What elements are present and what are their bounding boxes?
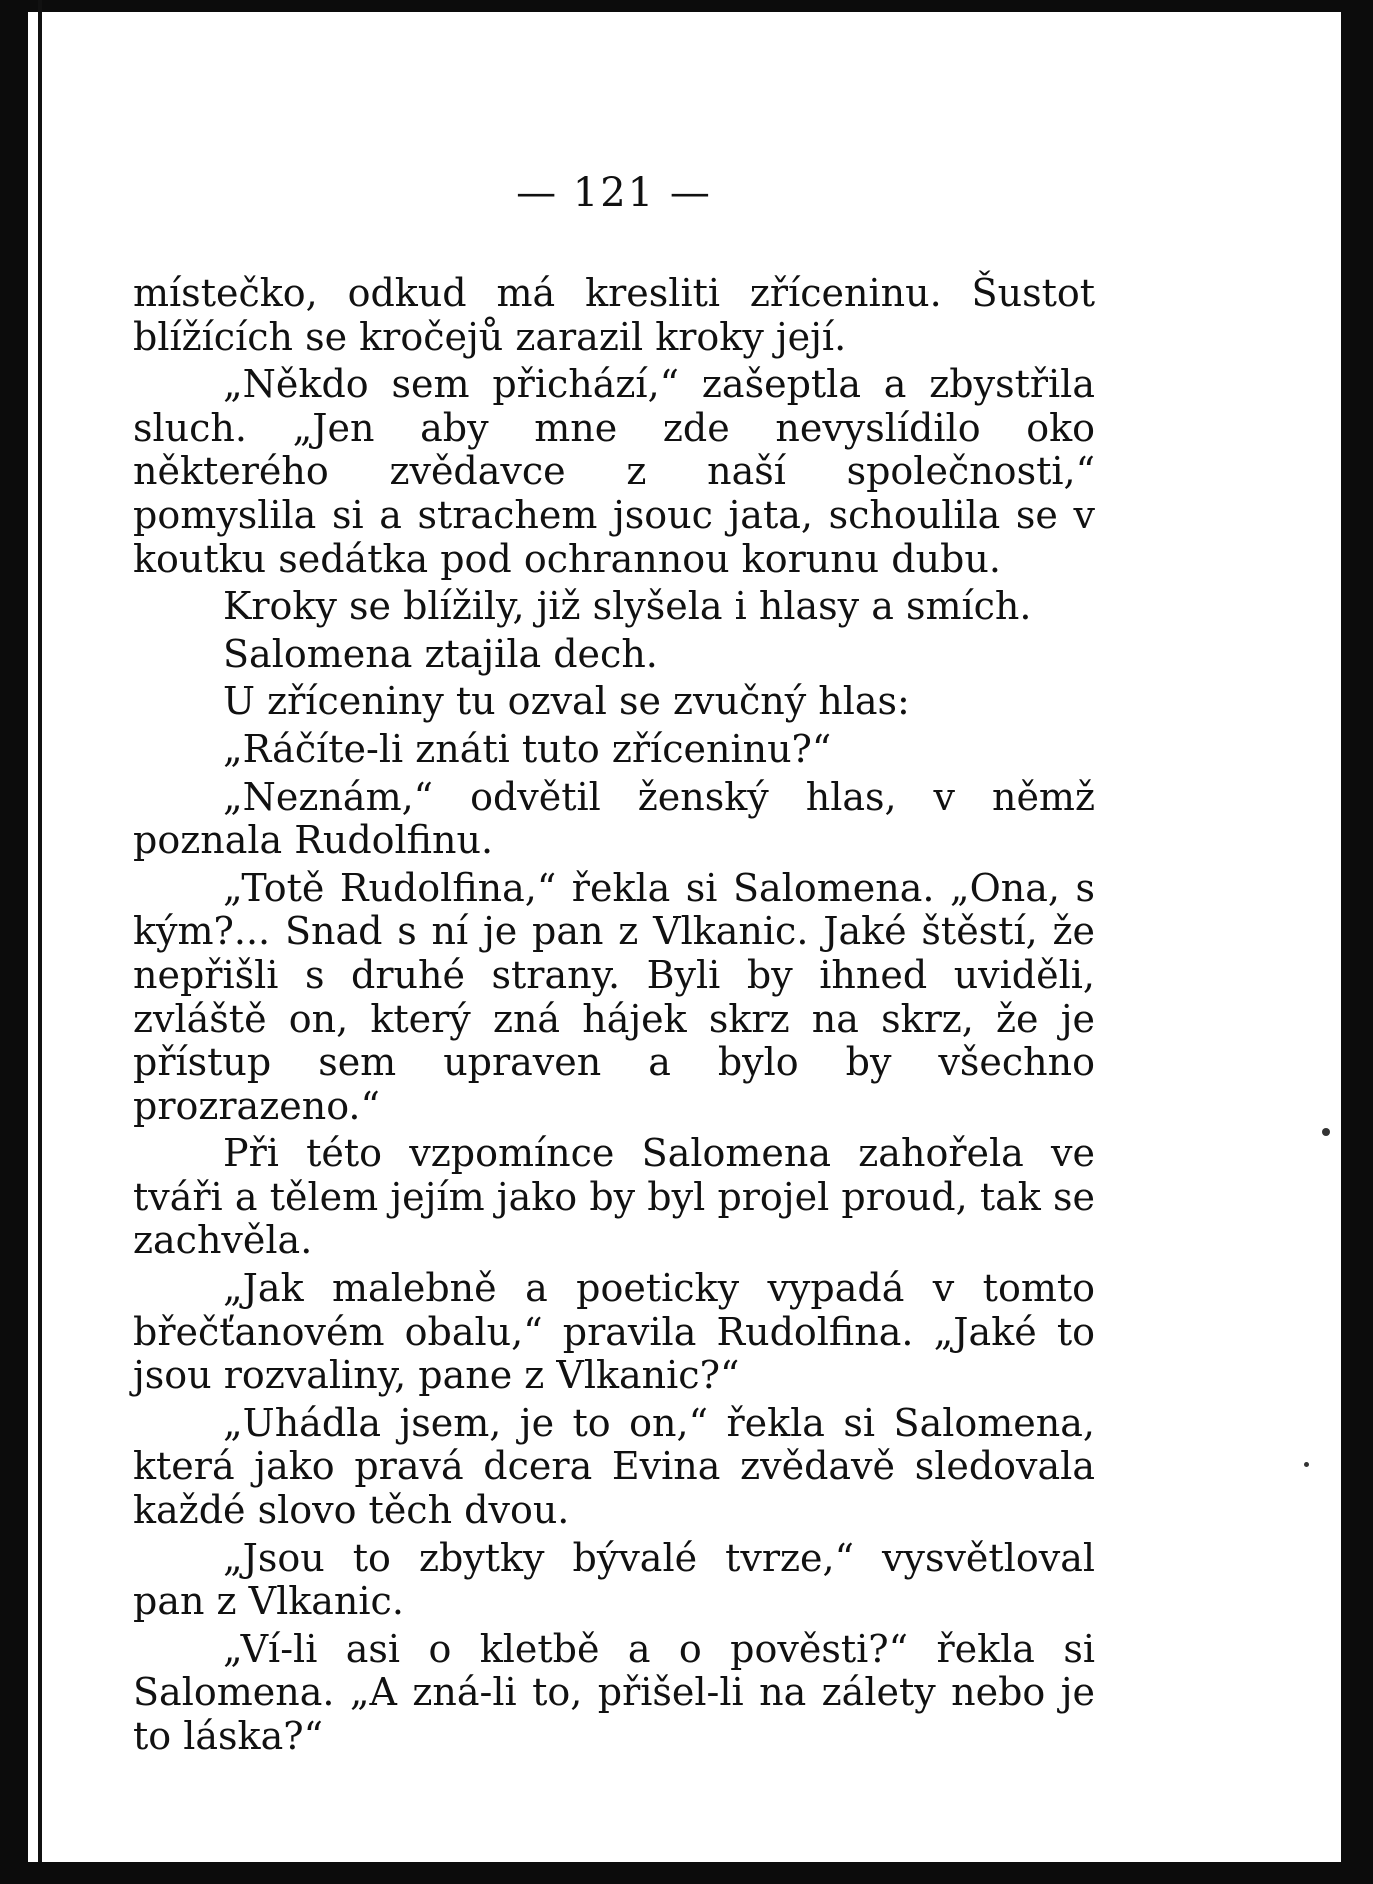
scan-speck — [1304, 1462, 1309, 1467]
scan-speck — [1322, 1128, 1330, 1136]
paragraph: Salomena ztajila dech. — [223, 631, 658, 676]
paragraph: Při této vzpomínce Salomena zahořela ve tváři a tělem jejím jako by byl projel proud, tak se zachvěla. — [133, 1131, 1095, 1263]
binding-line — [38, 0, 42, 1884]
paragraph: „Někdo sem přichází,“ zašeptla a zbystřila sluch. „Jen aby mne zde nevyslídilo oko některého zvědavce z naší společnosti,“ pomyslila si a strachem jsouc jata, schoulila se v koutku sedátka pod ochrannou korunu dubu. — [133, 362, 1095, 581]
paragraph: „Neznám,“ odvětil ženský hlas, v němž poznala Rudolfinu. — [133, 774, 1095, 863]
scan-edge-right — [1341, 0, 1373, 1884]
page-number: — 121 — — [516, 170, 712, 216]
paragraph: Kroky se blížily, již slyšela i hlasy a smích. — [223, 584, 1032, 629]
paragraph: „Totě Rudolfina,“ řekla si Salomena. „Ona, s kým?... Snad s ní je pan z Vlkanic. Jaké štěstí, že nepřišli s druhé strany. Byli by ihned uviděli, zvláště on, který zná hájek skrz na skrz, že je přístup sem upraven a bylo by všechno prozrazeno.“ — [133, 865, 1095, 1128]
scan-edge-bottom — [0, 1862, 1373, 1884]
paragraph: U zříceniny tu ozval se zvučný hlas: — [223, 679, 910, 724]
scan-edge-left — [0, 0, 28, 1884]
paragraph: „Uhádla jsem, je to on,“ řekla si Salomena, která jako pravá dcera Evina zvědavě sledovala každé slovo těch dvou. — [133, 1400, 1095, 1533]
scan-edge-top — [0, 0, 1373, 12]
book-page — [133, 170, 1095, 1763]
paragraph: „Jak malebně a poeticky vypadá v tomto břečťanovém obalu,“ pravila Rudolfina. „Jaké to jsou rozvaliny, pane z Vlkanic?“ — [133, 1266, 1095, 1398]
paragraph: „Jsou to zbytky bývalé tvrze,“ vysvětloval pan z Vlkanic. — [133, 1535, 1095, 1624]
paragraph: místečko, odkud má kresliti zříceninu. Šustot blížících se kročejů zarazil kroky její. — [133, 271, 1095, 359]
paragraph: „Ví-li asi o kletbě a o pověsti?“ řekla si Salomena. „A zná-li to, přišel-li na zálety nebo je to láska?“ — [133, 1626, 1095, 1758]
paragraph: „Ráčíte-li znáti tuto zříceninu?“ — [223, 726, 832, 771]
